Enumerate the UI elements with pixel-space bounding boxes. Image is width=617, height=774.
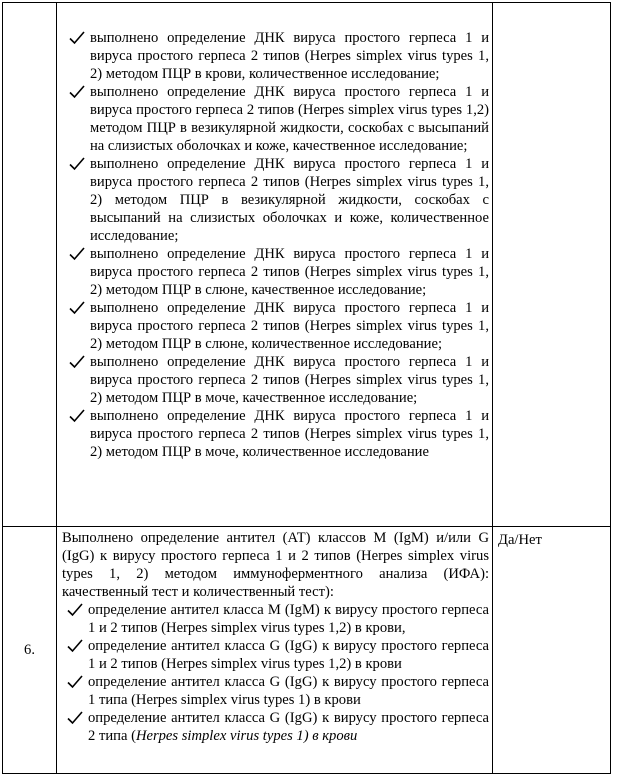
checkmark-icon xyxy=(66,601,84,619)
check-list xyxy=(62,601,489,745)
row-number: 6. xyxy=(3,527,57,774)
list-item: выполнено определение ДНК вируса простого герпеса 1 и вируса простого герпеса 2 типов (Herpes simplex virus types 1, 2) методом ПЦР в слюне, качественное исследование; xyxy=(90,245,489,299)
list-item: выполнено определение ДНК вируса простого герпеса 1 и вируса простого герпеса 2 типов (Herpes simplex virus types 1, 2) методом ПЦР в моче, количественное исследование xyxy=(90,407,489,461)
list-item: выполнено определение ДНК вируса простого герпеса 1 и вируса простого герпеса 2 типов (Herpes simplex virus types 1,2) методом ПЦР в везикулярной жидкости, соскобах с высыпаний на слизистых оболочках и коже, качественное исследование; xyxy=(90,83,489,155)
checkmark-icon xyxy=(68,299,86,317)
criteria-cell xyxy=(57,527,493,774)
list-item: определение антител класса G (IgG) к вирусу простого герпеса 1 и 2 типов (Herpes simplex virus types 1,2) в крови xyxy=(88,637,489,673)
checkmark-icon xyxy=(68,407,86,425)
table-row xyxy=(3,527,611,774)
list-item: определение антител класса G (IgG) к вирусу простого герпеса 2 типа (Herpes simplex virus types 1) в крови xyxy=(88,709,489,745)
list-item: выполнено определение ДНК вируса простого герпеса 1 и вируса простого герпеса 2 типов (Herpes simplex virus types 1, 2) методом ПЦР в слюне, количественное исследование; xyxy=(90,299,489,353)
checkmark-icon xyxy=(68,29,86,47)
criteria-table xyxy=(2,2,611,774)
list-item: выполнено определение ДНК вируса простого герпеса 1 и вируса простого герпеса 2 типов (Herpes simplex virus types 1, 2) методом ПЦР в везикулярной жидкости, соскобах с высыпаний на слизистых оболочках и коже, количественное исследование; xyxy=(90,155,489,245)
row-number-cell xyxy=(3,3,57,527)
checkmark-icon xyxy=(66,637,84,655)
list-item: выполнено определение ДНК вируса простого герпеса 1 и вируса простого герпеса 2 типов (Herpes simplex virus types 1, 2) методом ПЦР в крови, количественное исследование; xyxy=(90,29,489,83)
checkmark-icon xyxy=(66,673,84,691)
list-item: выполнено определение ДНК вируса простого герпеса 1 и вируса простого герпеса 2 типов (Herpes simplex virus types 1, 2) методом ПЦР в моче, качественное исследование; xyxy=(90,353,489,407)
criteria-intro: Выполнено определение антител (АТ) классов M (IgM) и/или G (IgG) к вирусу простого герпеса 1 и 2 типов (Herpes simplex virus types 1, 2) методом иммуноферментного анализа (ИФА): качественный тест и количественный тест): xyxy=(62,530,489,600)
checkmark-icon xyxy=(68,83,86,101)
checkmark-icon xyxy=(68,245,86,263)
list-item: определение антител класса G (IgG) к вирусу простого герпеса 1 типа (Herpes simplex virus types 1) в крови xyxy=(88,673,489,709)
checkmark-icon xyxy=(68,155,86,173)
checkmark-icon xyxy=(68,353,86,371)
answer-cell: Да/Нет xyxy=(493,527,611,774)
table-row xyxy=(3,3,611,527)
criteria-cell xyxy=(57,3,493,527)
list-item: определение антител класса M (IgM) к вирусу простого герпеса 1 и 2 типов (Herpes simplex virus types 1,2) в крови, xyxy=(88,601,489,637)
answer-cell xyxy=(493,3,611,527)
checkmark-icon xyxy=(66,709,84,727)
check-list xyxy=(62,29,489,461)
